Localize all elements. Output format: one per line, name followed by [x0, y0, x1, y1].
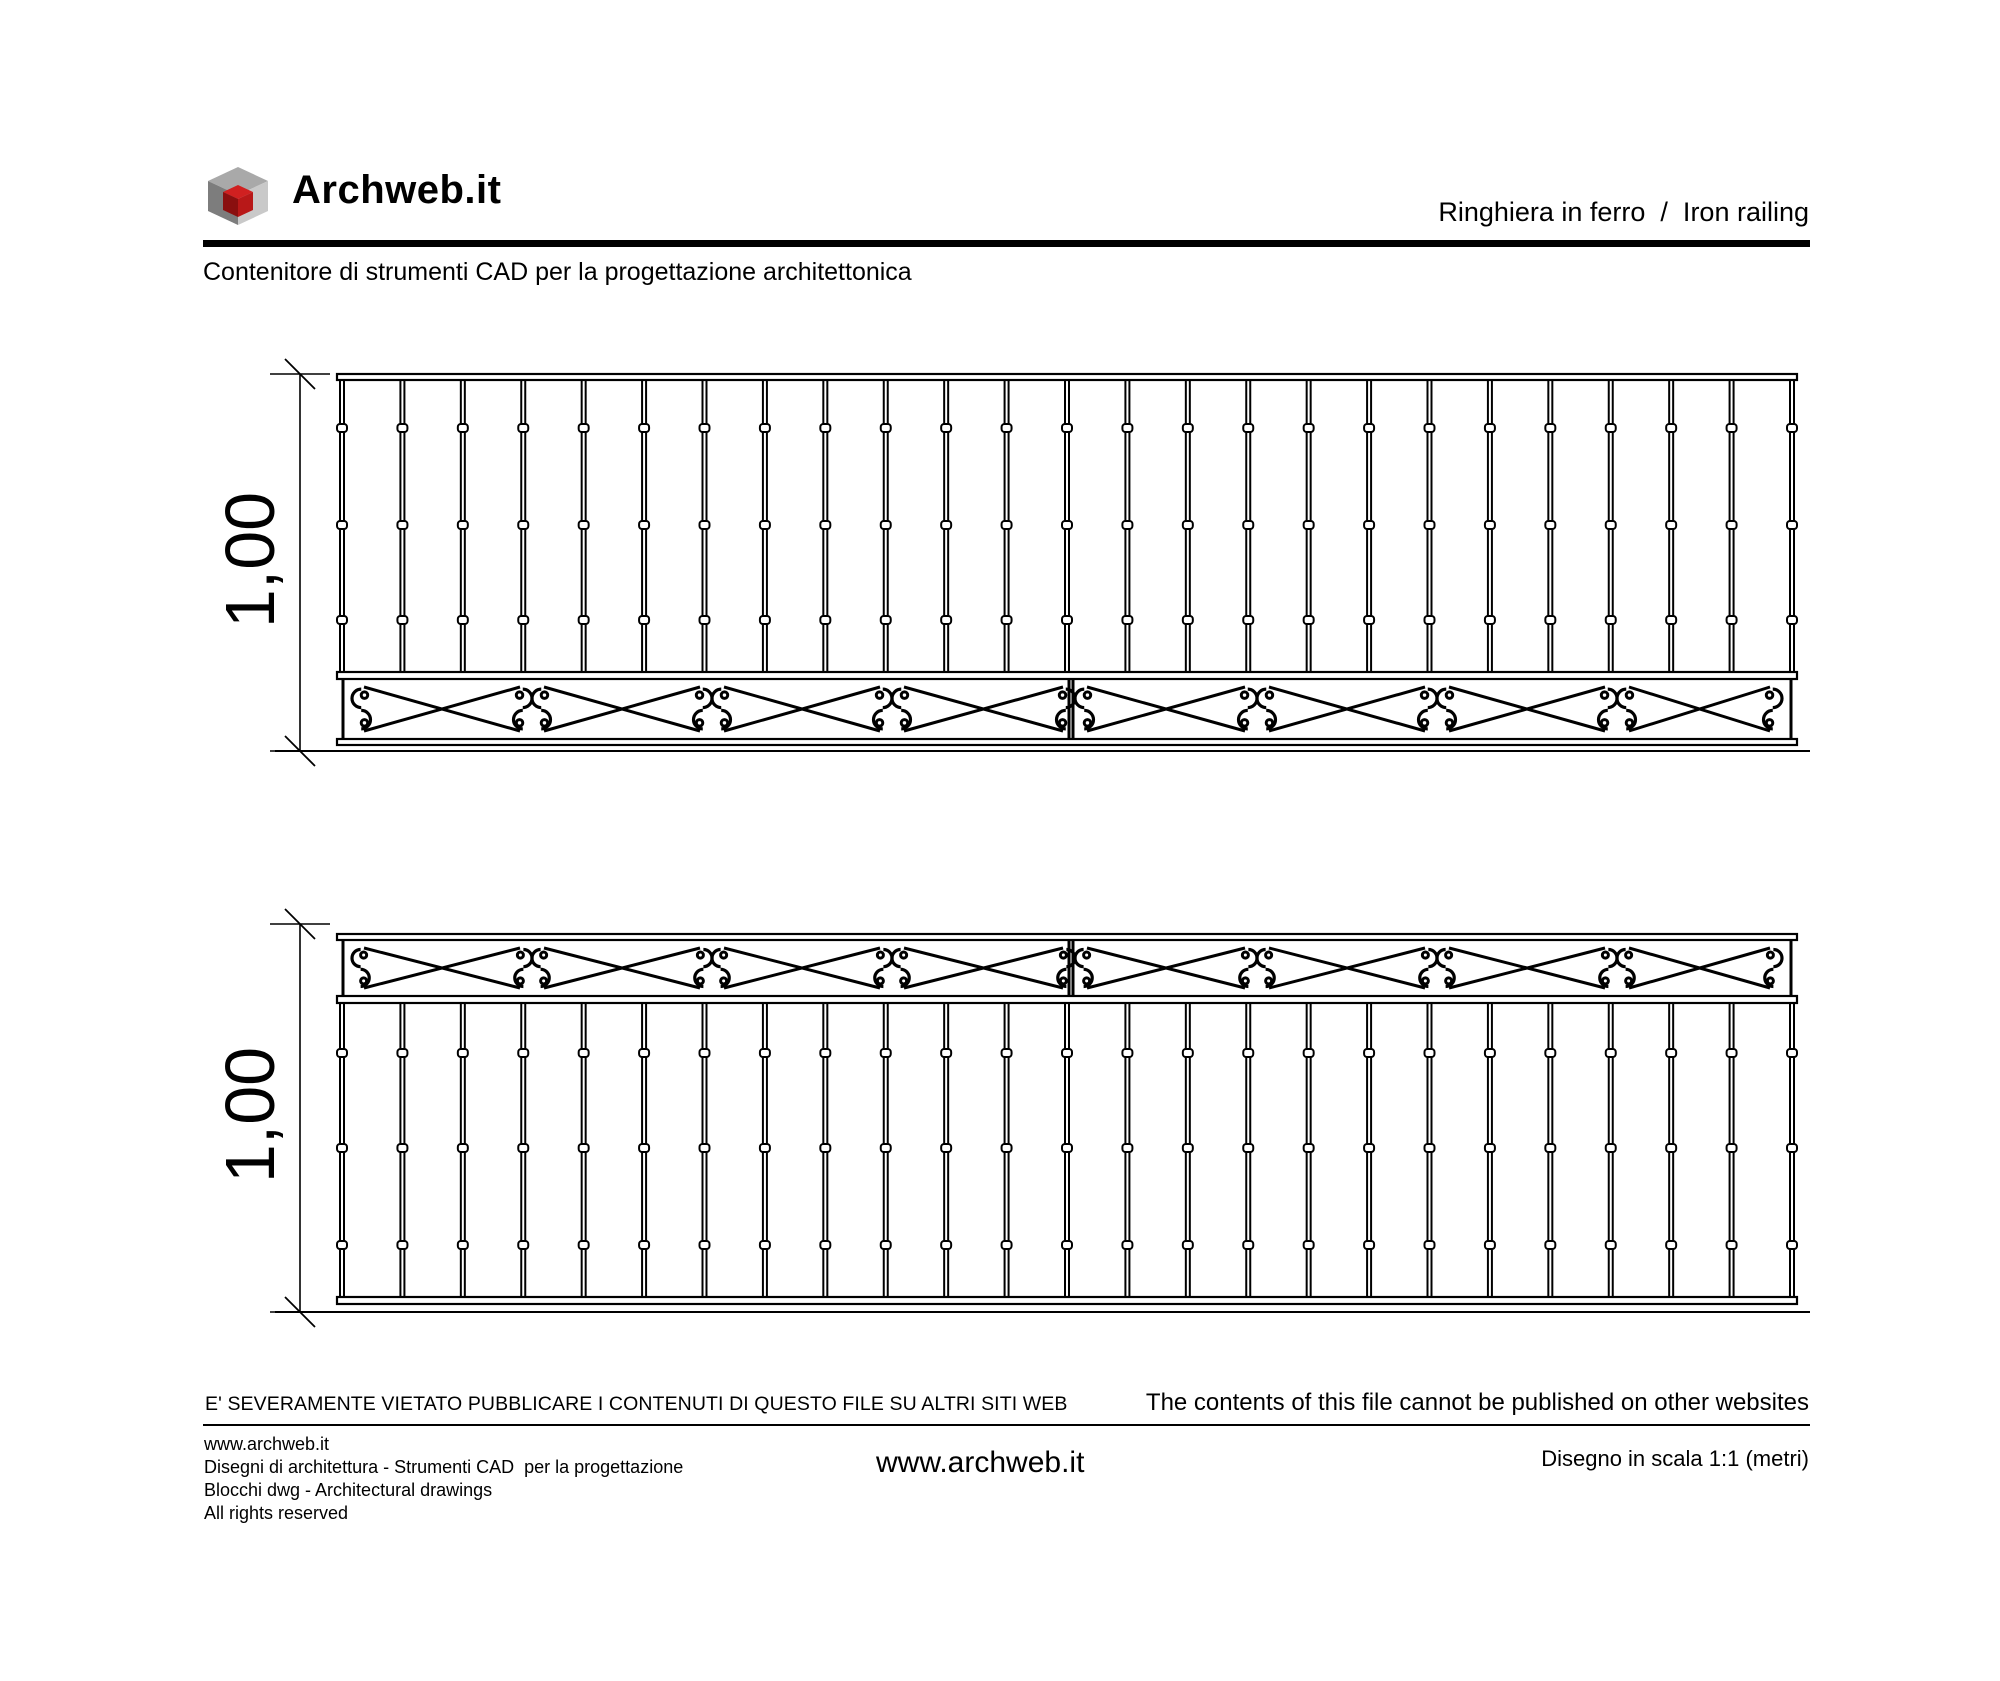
baluster-knot [881, 1241, 891, 1249]
scroll-curl [1059, 720, 1065, 726]
scroll-curl [1766, 720, 1772, 726]
baluster-knot [1002, 424, 1012, 432]
scroll-curl [703, 949, 712, 966]
baluster-knot [1727, 616, 1737, 624]
railing-elevation-1 [270, 359, 1810, 766]
scroll-curl [1766, 692, 1772, 698]
scroll-curl [901, 952, 907, 958]
baluster-knot [639, 1049, 649, 1057]
baluster-knot [1425, 521, 1435, 529]
scroll-curl [1060, 978, 1066, 984]
baluster-knot [1122, 1241, 1132, 1249]
scroll-curl [1601, 720, 1607, 726]
baluster-knot [1364, 1144, 1374, 1152]
scroll-curl [541, 978, 547, 984]
top-rail [337, 934, 1797, 940]
baluster-knot [337, 1241, 347, 1249]
footer-url: www.archweb.it [876, 1446, 1085, 1479]
baluster-knot [1243, 521, 1253, 529]
baluster-knot [1787, 1144, 1797, 1152]
baluster-knot [397, 1241, 407, 1249]
footer-line: www.archweb.it [204, 1434, 330, 1454]
subtitle: Contenitore di strumenti CAD per la progettazione architettonica [203, 258, 912, 286]
dimension-label: 1,00 [211, 491, 289, 629]
scroll-curl [703, 689, 712, 707]
baluster-knot [1787, 521, 1797, 529]
scroll-curl [1626, 720, 1632, 726]
scroll-curl [361, 720, 367, 726]
baluster-knot [700, 1144, 710, 1152]
baluster-knot [700, 424, 710, 432]
baluster-knot [458, 1144, 468, 1152]
scroll-curl [1601, 692, 1607, 698]
baluster-knot [518, 1241, 528, 1249]
baluster-knot [1727, 1049, 1737, 1057]
baluster-knot [1727, 424, 1737, 432]
baluster-knot [1364, 521, 1374, 529]
drawing-title: Ringhiera in ferro / Iron railing [1438, 197, 1809, 227]
baluster-knot [639, 1241, 649, 1249]
baluster-knot [1485, 521, 1495, 529]
baluster-knot [820, 616, 830, 624]
baluster-knot [1304, 424, 1314, 432]
baluster-knot [639, 424, 649, 432]
scroll-curl [541, 720, 547, 726]
footer-divider [203, 1424, 1810, 1426]
baluster-knot [337, 1144, 347, 1152]
baluster-knot [337, 616, 347, 624]
scroll-curl [1060, 952, 1066, 958]
baluster-knot [1425, 1049, 1435, 1057]
baluster-knot [579, 1144, 589, 1152]
scroll-curl [883, 949, 892, 966]
scroll-curl [876, 720, 882, 726]
baluster-knot [1122, 1144, 1132, 1152]
baluster-knot [1062, 521, 1072, 529]
baluster-knot [1304, 1241, 1314, 1249]
baluster-knot [1606, 1049, 1616, 1057]
baluster-knot [941, 1241, 951, 1249]
baluster-knot [1787, 424, 1797, 432]
baluster-knot [1606, 424, 1616, 432]
baluster-knot [820, 1144, 830, 1152]
scroll-curl [541, 952, 547, 958]
baluster-knot [1122, 521, 1132, 529]
scroll-curl [1084, 952, 1090, 958]
scroll-curl [1608, 949, 1617, 966]
scroll-curl [1059, 692, 1065, 698]
baluster-knot [1243, 1241, 1253, 1249]
scroll-curl [1422, 952, 1428, 958]
baluster-knot [579, 1049, 589, 1057]
baluster-knot [1122, 1049, 1132, 1057]
scroll-curl [1767, 978, 1773, 984]
brand-name: Archweb.it [292, 168, 502, 212]
baluster-knot [1545, 1144, 1555, 1152]
scroll-curl [517, 978, 523, 984]
baluster-knot [337, 521, 347, 529]
scroll-curl [1626, 692, 1632, 698]
baluster-knot [1364, 1241, 1374, 1249]
baluster-knot [397, 521, 407, 529]
baluster-knot [1606, 616, 1616, 624]
baluster-knot [458, 1049, 468, 1057]
scroll-curl [1608, 689, 1617, 707]
baluster-knot [1364, 424, 1374, 432]
baluster-knot [820, 1049, 830, 1057]
baluster-knot [700, 1049, 710, 1057]
scroll-curl [1446, 952, 1452, 958]
scale-note: Disegno in scala 1:1 (metri) [1541, 1446, 1809, 1471]
scroll-curl [876, 692, 882, 698]
baluster-knot [1062, 1049, 1072, 1057]
warning-english: The contents of this file cannot be published on other websites [1145, 1389, 1809, 1416]
baluster-knot [1485, 424, 1495, 432]
scroll-curl [516, 692, 522, 698]
baluster-knot [1183, 616, 1193, 624]
baluster-knot [1183, 1241, 1193, 1249]
baluster-knot [639, 616, 649, 624]
scroll-curl [696, 692, 702, 698]
baluster-knot [1666, 521, 1676, 529]
baluster-knot [397, 616, 407, 624]
top-rail [337, 374, 1797, 380]
scroll-curl [721, 978, 727, 984]
baluster-knot [1183, 521, 1193, 529]
scroll-curl [1428, 689, 1437, 707]
scroll-curl [352, 949, 361, 966]
baluster-knot [1002, 521, 1012, 529]
baluster-knot [1545, 1241, 1555, 1249]
footer-line: Disegni di architettura - Strumenti CAD per la progettazione [204, 1457, 684, 1477]
scroll-curl [361, 978, 367, 984]
baluster-knot [458, 521, 468, 529]
scroll-curl [1602, 952, 1608, 958]
baluster-knot [760, 616, 770, 624]
scroll-curl [361, 692, 367, 698]
baluster-knot [579, 1241, 589, 1249]
scroll-curl [1084, 978, 1090, 984]
scroll-curl [1241, 720, 1247, 726]
baluster-knot [1485, 616, 1495, 624]
baluster-knot [1183, 1144, 1193, 1152]
baluster-knot [1062, 1144, 1072, 1152]
scroll-curl [1248, 949, 1257, 966]
baluster-knot [881, 424, 891, 432]
scroll-curl [1242, 978, 1248, 984]
baluster-knot [1666, 1049, 1676, 1057]
baluster-knot [1545, 424, 1555, 432]
baluster-knot [1545, 521, 1555, 529]
scroll-curl [1773, 949, 1782, 966]
scroll-curl [361, 952, 367, 958]
scroll-curl [1084, 720, 1090, 726]
baluster-knot [1062, 424, 1072, 432]
scroll-curl [1084, 692, 1090, 698]
scroll-curl [1421, 720, 1427, 726]
baluster-knot [1304, 1144, 1314, 1152]
scroll-curl [1446, 692, 1452, 698]
scroll-curl [697, 952, 703, 958]
scroll-curl [1266, 978, 1272, 984]
baluster-knot [397, 424, 407, 432]
scroll-curl [1266, 720, 1272, 726]
scroll-curl [1242, 952, 1248, 958]
baluster-knot [1485, 1049, 1495, 1057]
scroll-curl [696, 720, 702, 726]
scroll-curl [883, 689, 892, 707]
scroll-curl [1446, 720, 1452, 726]
baluster-knot [1727, 1241, 1737, 1249]
scroll-curl [1428, 949, 1437, 966]
scroll-curl [721, 720, 727, 726]
baluster-knot [820, 424, 830, 432]
baluster-knot [820, 521, 830, 529]
scroll-curl [523, 689, 532, 707]
baluster-knot [397, 1144, 407, 1152]
baluster-knot [881, 521, 891, 529]
baluster-knot [1425, 616, 1435, 624]
scroll-curl [1602, 978, 1608, 984]
warning-italian: E' SEVERAMENTE VIETATO PUBBLICARE I CONTENUTI DI QUESTO FILE SU ALTRI SITI WEB [205, 1393, 1068, 1415]
baluster-knot [579, 521, 589, 529]
baluster-knot [760, 521, 770, 529]
scroll-curl [1266, 952, 1272, 958]
baluster-knot [1787, 1241, 1797, 1249]
baluster-knot [700, 616, 710, 624]
scroll-curl [721, 692, 727, 698]
scroll-curl [516, 720, 522, 726]
baluster-knot [1183, 424, 1193, 432]
baluster-knot [518, 1049, 528, 1057]
baluster-knot [1243, 424, 1253, 432]
baluster-knot [1304, 521, 1314, 529]
dimension-label: 1,00 [211, 1046, 289, 1184]
baluster-knot [1183, 1049, 1193, 1057]
scroll-curl [901, 978, 907, 984]
baluster-knot [760, 1241, 770, 1249]
baluster-knot [941, 424, 951, 432]
scroll-curl [877, 978, 883, 984]
scroll-curl [1241, 692, 1247, 698]
baluster-knot [1364, 616, 1374, 624]
baluster-knot [881, 1049, 891, 1057]
baluster-knot [1002, 1144, 1012, 1152]
baluster-knot [1606, 1144, 1616, 1152]
baluster-knot [760, 1049, 770, 1057]
baluster-knot [579, 616, 589, 624]
baluster-knot [1364, 1049, 1374, 1057]
baluster-knot [1666, 1241, 1676, 1249]
scroll-curl [1421, 692, 1427, 698]
scroll-curl [901, 692, 907, 698]
baluster-knot [1243, 1049, 1253, 1057]
middle-rail [337, 672, 1797, 679]
baluster-knot [1243, 1144, 1253, 1152]
baluster-knot [1062, 616, 1072, 624]
baluster-knot [820, 1241, 830, 1249]
footer-line: All rights reserved [204, 1503, 349, 1523]
baluster-knot [1122, 424, 1132, 432]
baluster-knot [881, 616, 891, 624]
baluster-knot [1304, 616, 1314, 624]
baluster-knot [1606, 521, 1616, 529]
baluster-knot [1002, 1241, 1012, 1249]
scroll-curl [1773, 689, 1782, 707]
baluster-knot [700, 521, 710, 529]
baluster-knot [337, 1049, 347, 1057]
scroll-curl [901, 720, 907, 726]
baluster-knot [518, 616, 528, 624]
baluster-knot [1666, 616, 1676, 624]
baluster-knot [337, 424, 347, 432]
baluster-knot [1787, 616, 1797, 624]
scroll-curl [1422, 978, 1428, 984]
baluster-knot [1002, 616, 1012, 624]
baluster-knot [1727, 1144, 1737, 1152]
middle-rail [337, 996, 1797, 1003]
railing-elevation-2 [270, 909, 1810, 1327]
scroll-curl [1266, 692, 1272, 698]
bottom-rail [337, 739, 1797, 745]
scroll-curl [877, 952, 883, 958]
scroll-curl [352, 689, 361, 707]
scroll-curl [1767, 952, 1773, 958]
baluster-knot [1666, 424, 1676, 432]
baluster-knot [1606, 1241, 1616, 1249]
baluster-knot [639, 1144, 649, 1152]
baluster-knot [1485, 1241, 1495, 1249]
baluster-knot [1787, 1049, 1797, 1057]
scroll-curl [523, 949, 532, 966]
baluster-knot [518, 424, 528, 432]
baluster-knot [1062, 1241, 1072, 1249]
baluster-knot [1666, 1144, 1676, 1152]
baluster-knot [1002, 1049, 1012, 1057]
baluster-knot [1122, 616, 1132, 624]
scroll-curl [517, 952, 523, 958]
baluster-knot [941, 521, 951, 529]
baluster-knot [941, 616, 951, 624]
baluster-knot [1485, 1144, 1495, 1152]
baluster-knot [941, 1049, 951, 1057]
baluster-knot [1545, 616, 1555, 624]
scroll-curl [697, 978, 703, 984]
baluster-knot [700, 1241, 710, 1249]
baluster-knot [1425, 1241, 1435, 1249]
footer-credits [204, 1433, 683, 1525]
baluster-knot [579, 424, 589, 432]
baluster-knot [1243, 616, 1253, 624]
bottom-rail [337, 1297, 1797, 1304]
baluster-knot [458, 424, 468, 432]
baluster-knot [881, 1144, 891, 1152]
scroll-curl [1446, 978, 1452, 984]
scroll-curl [1626, 978, 1632, 984]
baluster-knot [458, 616, 468, 624]
baluster-knot [760, 424, 770, 432]
scroll-curl [1248, 689, 1257, 707]
scroll-curl [541, 692, 547, 698]
scroll-curl [1626, 952, 1632, 958]
baluster-knot [760, 1144, 770, 1152]
baluster-knot [1425, 1144, 1435, 1152]
baluster-knot [1545, 1049, 1555, 1057]
baluster-knot [518, 1144, 528, 1152]
baluster-knot [397, 1049, 407, 1057]
baluster-knot [458, 1241, 468, 1249]
baluster-knot [639, 521, 649, 529]
baluster-knot [1425, 424, 1435, 432]
baluster-knot [1727, 521, 1737, 529]
baluster-knot [1304, 1049, 1314, 1057]
baluster-knot [518, 521, 528, 529]
footer-line: Blocchi dwg - Architectural drawings [204, 1480, 493, 1500]
baluster-knot [941, 1144, 951, 1152]
scroll-curl [721, 952, 727, 958]
